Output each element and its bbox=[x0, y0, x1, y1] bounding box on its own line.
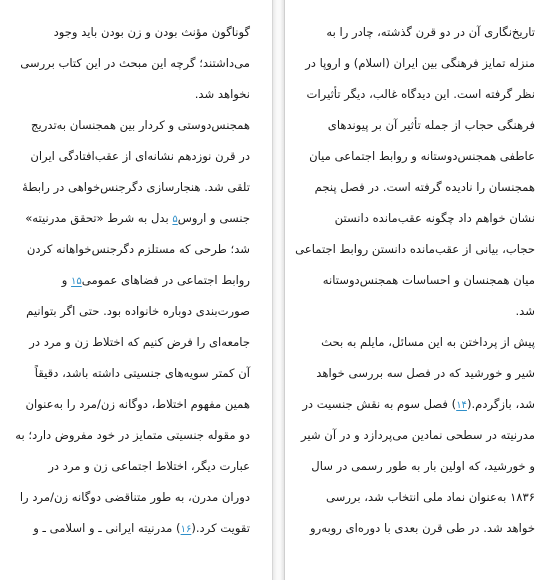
line-text: و خورشید، که اولین بار به طور رسمی در سال bbox=[311, 459, 535, 473]
text-line bbox=[311, 458, 535, 474]
text-line bbox=[62, 272, 250, 290]
text-line bbox=[301, 427, 535, 443]
text-line bbox=[295, 241, 535, 257]
text-line bbox=[326, 489, 535, 505]
line-text: همجنس‌دوستی و کردار بین همجنسان به‌تدریج bbox=[31, 118, 250, 132]
line-text: گوناگون مؤنث بودن و زن بودن باید وجود bbox=[53, 25, 250, 39]
text-line bbox=[31, 117, 250, 133]
line-text: نشان خواهم داد چگونه عقب‌مانده دانستن bbox=[334, 211, 535, 225]
text-line bbox=[25, 396, 250, 412]
text-line bbox=[29, 334, 250, 350]
line-text: نظر گرفته است. این دیدگاه غالب، دیگر تأثیرات bbox=[306, 87, 535, 101]
text-line bbox=[323, 272, 535, 288]
text-line bbox=[516, 303, 536, 319]
line-text: میان همجنسان و احساسات همجنس‌دوستانه bbox=[322, 273, 535, 287]
line-text: مدرنیته در سطحی نمادین می‌پردازد و در آن شیر bbox=[301, 428, 535, 442]
text-line bbox=[35, 365, 250, 381]
text-line bbox=[195, 86, 250, 102]
text-line bbox=[335, 210, 535, 226]
line-text: دو مقوله جنسیتی متمایز در خود مفروض دارد؛ به bbox=[15, 428, 250, 442]
line-text: فرهنگی حجاب از جمله تأثیر آن بر پیوندهای bbox=[327, 118, 535, 132]
line-text: نخواهد شد. bbox=[194, 87, 250, 101]
text-line bbox=[309, 148, 535, 164]
text-line bbox=[310, 520, 535, 536]
line-text: شد؛ طرحی که مستلزم دگرجنس‌خواهانه کردن bbox=[26, 242, 250, 256]
text-line bbox=[328, 117, 535, 133]
line-text: همین مفهوم اختلاط، دوگانه زن/مرد را به‌عنوان bbox=[25, 397, 250, 411]
line-text: شد. bbox=[515, 304, 535, 318]
line-text: منزله تمایز فرهنگی بین ایران (اسلام) و اروپا در bbox=[305, 56, 535, 70]
line-text: شد، بازگردم.( bbox=[466, 397, 535, 411]
text-line bbox=[302, 396, 535, 414]
line-text: پیش از پرداختن به این مسائل، مایلم به بحث bbox=[321, 335, 535, 349]
text-line bbox=[27, 241, 250, 257]
line-text: تقویت کرد.( bbox=[191, 521, 250, 535]
text-line bbox=[326, 24, 535, 40]
line-text: جنسی و اروس bbox=[177, 211, 250, 225]
text-line bbox=[321, 334, 535, 350]
text-line bbox=[307, 86, 535, 102]
text-line bbox=[22, 179, 250, 195]
line-text: و bbox=[61, 273, 72, 287]
right-page bbox=[283, 0, 553, 580]
line-text: جامعه‌ای را فرض کنیم که اختلاط زن و مرد در bbox=[29, 335, 250, 349]
line-text: ۱۸۳۶ به‌عنوان نماد ملی انتخاب شد، بررسی bbox=[326, 490, 535, 504]
line-text: بدل به شرط «تحقق مدرنیته» bbox=[25, 211, 173, 225]
text-line bbox=[33, 520, 250, 538]
text-line bbox=[20, 489, 250, 505]
line-text: خواهد شد. در طی قرن بعدی با دوره‌ای روبه‌رو bbox=[310, 521, 535, 535]
line-text: می‌داشتند؛ گرچه این مبحث در این کتاب بررسی bbox=[20, 56, 250, 70]
line-text: ) مدرنیته ایرانی ـ و اسلامی ـ و bbox=[33, 521, 181, 535]
line-text: تلقی شد. هنجارسازی دگرجنس‌خواهی در رابطهٔ bbox=[22, 180, 250, 194]
line-text: عبارت دیگر، اختلاط اجتماعی زن و مرد در bbox=[48, 459, 250, 473]
text-line bbox=[15, 427, 250, 443]
footnote-link[interactable]: ۱۵ bbox=[71, 276, 82, 287]
text-line bbox=[20, 55, 250, 71]
line-text: تاریخ‌نگاری آن در دو قرن گذشته، چادر را به bbox=[326, 25, 535, 39]
line-text: شیر و خورشید که در فصل سه بررسی خواهد bbox=[316, 366, 535, 380]
line-text: صورت‌بندی دوباره خانواده بود. حتی اگر بتوانیم bbox=[26, 304, 250, 318]
text-line bbox=[315, 179, 535, 195]
text-line bbox=[305, 55, 535, 71]
text-line bbox=[25, 210, 250, 228]
line-text: حجاب، بیانی از عقب‌مانده دانستن روابط اجتماعی bbox=[295, 242, 535, 256]
line-text: ) فصل سوم به نقش جنسیت در bbox=[302, 397, 457, 411]
left-page bbox=[0, 0, 272, 580]
footnote-link[interactable]: ۵ bbox=[172, 214, 178, 225]
line-text: عاطفی همجنس‌دوستانه و روابط اجتماعی میان bbox=[309, 149, 535, 163]
text-line bbox=[30, 148, 250, 164]
footnote-link[interactable]: ۱۴ bbox=[456, 400, 467, 411]
line-text: همجنسان را نادیده گرفته است. در فصل پنجم bbox=[314, 180, 535, 194]
text-line bbox=[26, 303, 250, 319]
footnote-link[interactable]: ۱۶ bbox=[180, 524, 192, 535]
line-text: دوران مدرن، به طور متناقضی دوگانه زن/مرد را bbox=[19, 490, 250, 504]
line-text: در قرن نوزدهم نشانه‌ای از عقب‌افتادگی ایران bbox=[30, 149, 250, 163]
line-text: روابط اجتماعی در فضاهای عمومی bbox=[81, 273, 250, 287]
text-line bbox=[54, 24, 250, 40]
text-line bbox=[316, 365, 535, 381]
text-line bbox=[48, 458, 250, 474]
line-text: آن کمتر سویه‌های جنسیتی داشته باشد، دقیقاً bbox=[34, 366, 250, 380]
